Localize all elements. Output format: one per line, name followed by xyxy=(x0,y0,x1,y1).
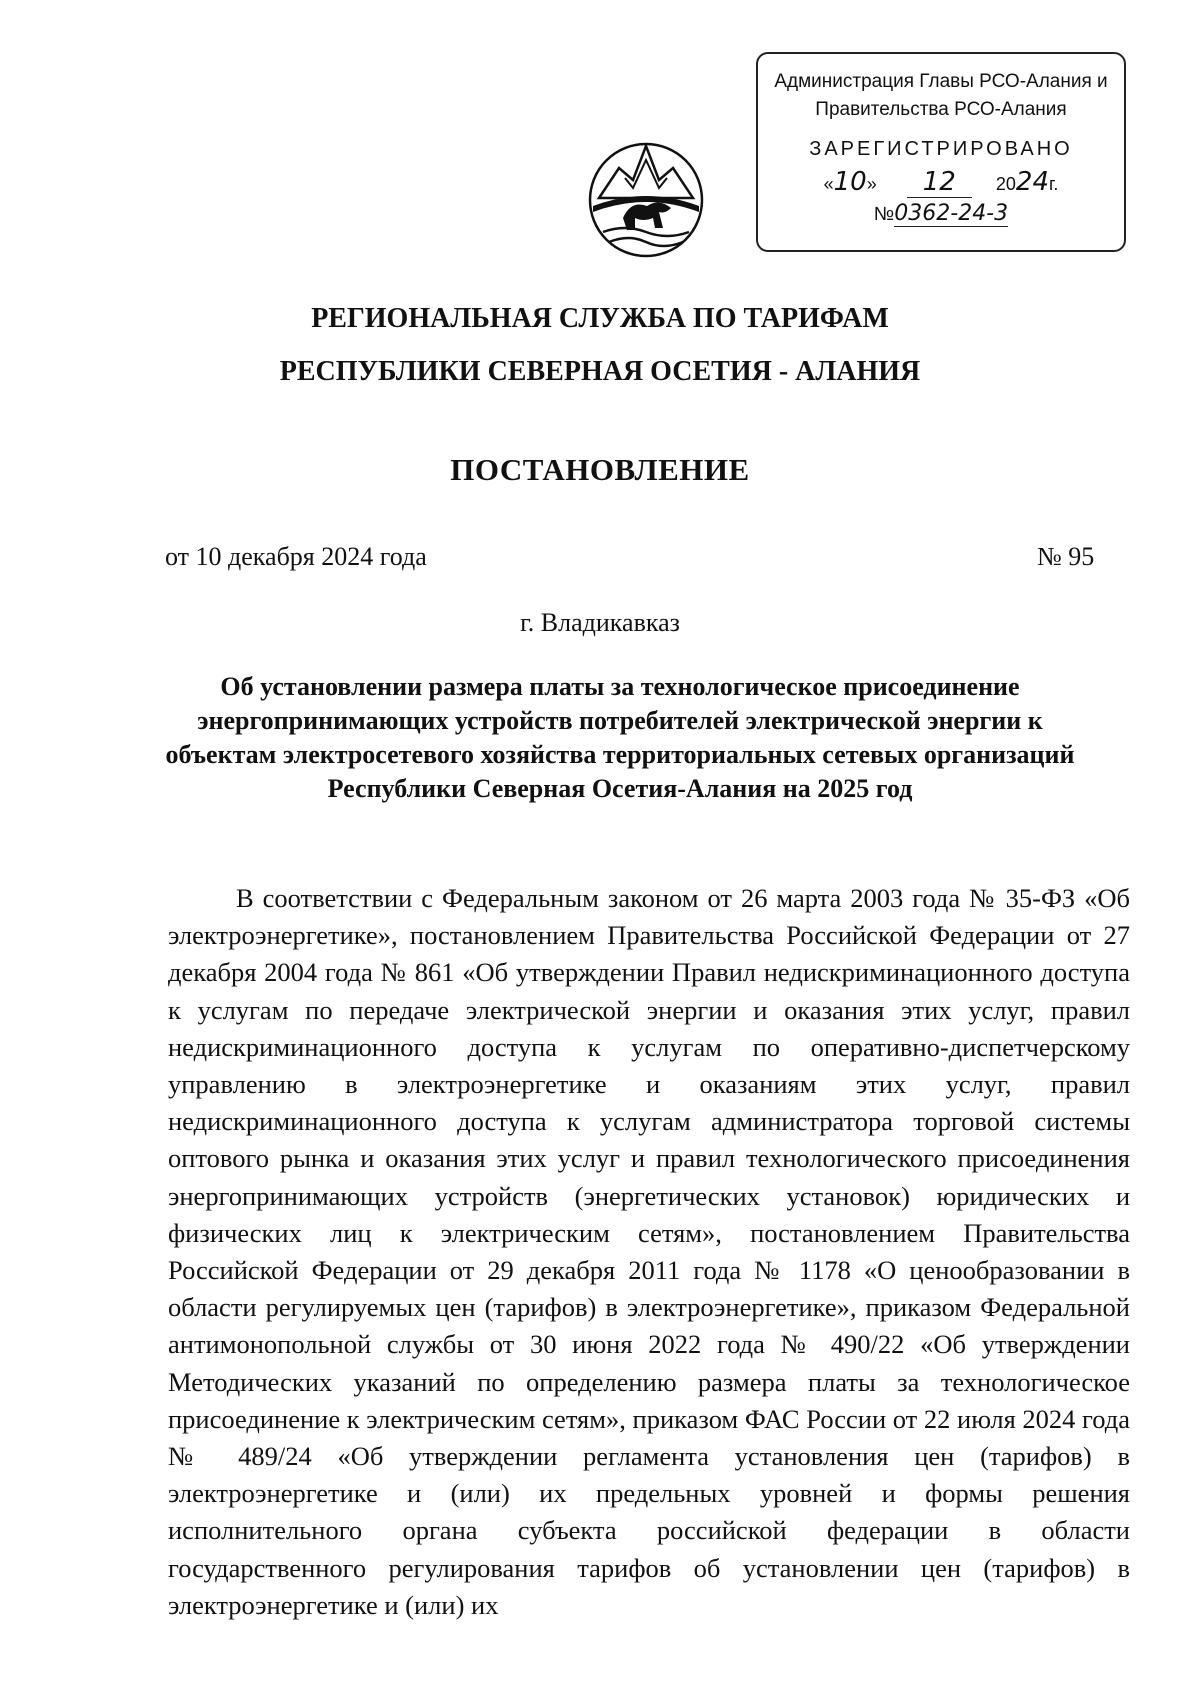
stamp-number-value: 0362-24-3 xyxy=(894,201,1009,226)
stamp-org-line2: Правительства РСО-Алания xyxy=(815,99,1067,120)
organization-name-line1: РЕГИОНАЛЬНАЯ СЛУЖБА ПО ТАРИФАМ xyxy=(311,303,889,334)
document-city: г. Владикавказ xyxy=(520,608,680,637)
stamp-number-line xyxy=(758,201,1124,226)
document-number: № 95 xyxy=(1037,542,1095,571)
coat-of-arms-emblem xyxy=(585,128,707,260)
stamp-number-prefix: № xyxy=(873,204,895,225)
document-type: ПОСТАНОВЛЕНИЕ xyxy=(450,452,750,487)
stamp-year-g: г. xyxy=(1049,174,1059,194)
stamp-date-line: «10» 12 2024г. xyxy=(823,167,1059,197)
stamp-date-day: 10 xyxy=(833,167,867,197)
stamp-date-month: 12 xyxy=(907,167,972,198)
document-date: от 10 декабря 2024 года xyxy=(165,542,427,571)
stamp-organization xyxy=(758,68,1124,124)
organization-name-line2: РЕСПУБЛИКИ СЕВЕРНАЯ ОСЕТИЯ - АЛАНИЯ xyxy=(279,356,921,387)
stamp-year-prefix: 20 xyxy=(995,174,1016,194)
registration-stamp xyxy=(756,52,1126,252)
body-paragraph: В соответствии с Федеральным законом от 26 марта 2003 года № 35-ФЗ «Об электроэнергетике», постановлением Правительства Российской Федерации от 27 декабря 2004 года № 861 «Об утверждении Правил недискриминационного доступа к услугам по передаче электрической энергии и оказания этих услуг, правил недискриминационного доступа к услугам по оперативно-диспетчерскому управлению в электроэнергетике и оказаниям этих услуг, правил недискриминационного доступа к услугам администратора торговой системы оптового рынка и оказания этих услуг и правил технологического присоединения энергопринимающих устройств (энергетических установок) юридических и физических лиц к электрическим сетям», постановлением Правительства Российской Федерации от 29 декабря 2011 года № 1178 «О ценообразовании в области регулируемых цен (тарифов) в электроэнергетике», приказом Федеральной антимонопольной службы от 30 июня 2022 года № 490/22 «Об утверждении Методических указаний по определению размера платы за технологическое присоединение к электрическим сетям», приказом ФАС России от 22 июля 2024 года № 489/24 «Об утверждении регламента установления цен (тарифов) в электроэнергетике и (или) их предельных уровней и формы решения исполнительного органа субъекта российской федерации в области государственного регулирования тарифов об установлении цен (тарифов) в электроэнергетике и (или) их xyxy=(168,883,1130,1620)
stamp-org-line1: Администрация Главы РСО-Алания и xyxy=(774,71,1108,92)
stamp-year-suffix: 24 xyxy=(1015,167,1050,197)
document-title: Об установлении размера платы за технологическое присоединение энергопринимающих устройств потребителей электрической энергии к объектам электросетевого хозяйства территориальных сетевых организаций Республики Северная Осетия-Алания на 2025 год xyxy=(165,672,1075,803)
stamp-registered-label: ЗАРЕГИСТРИРОВАНО xyxy=(809,138,1073,160)
